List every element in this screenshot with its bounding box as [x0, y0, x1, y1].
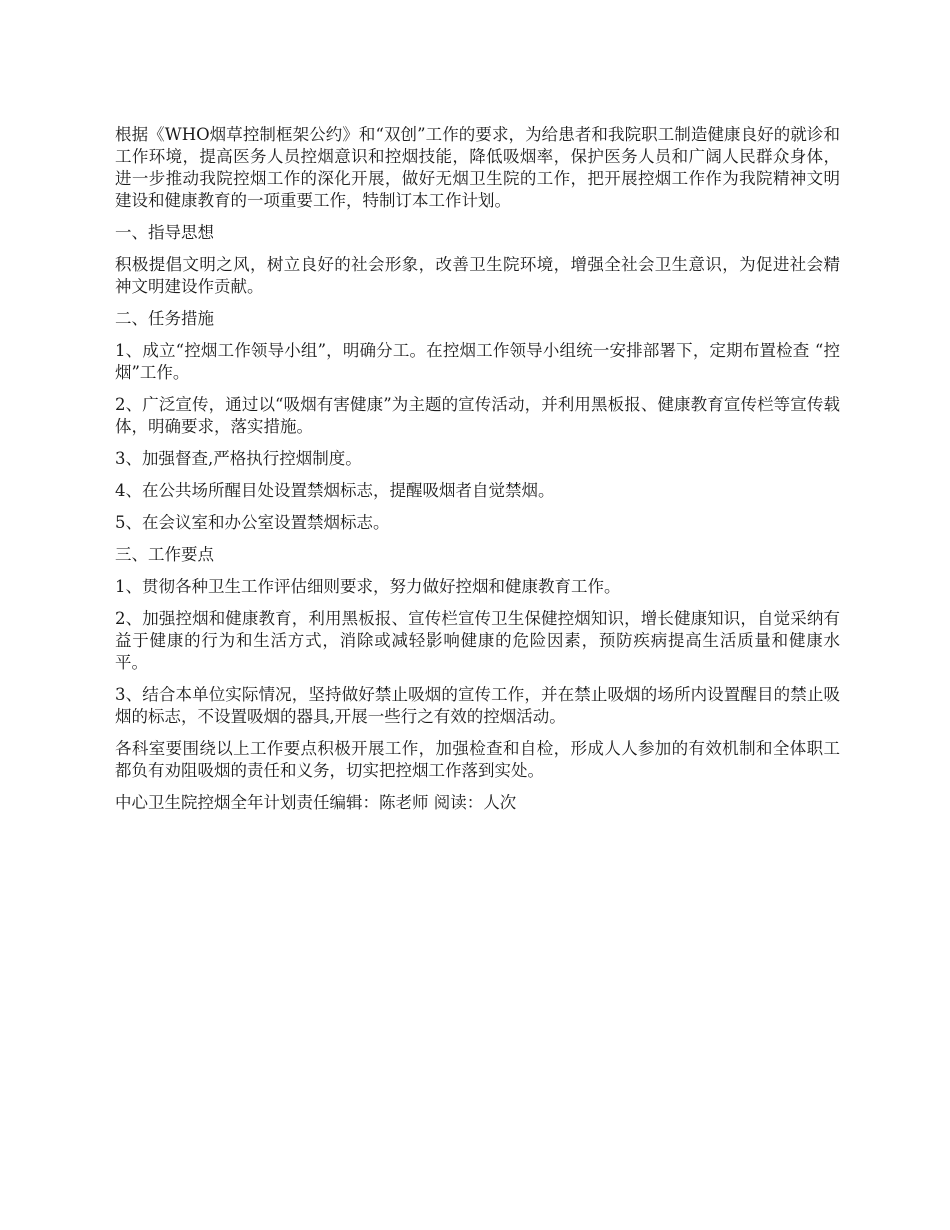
document-body — [115, 124, 840, 824]
work-point-item-3: 3、结合本单位实际情况，坚持做好禁止吸烟的宣传工作，并在禁止吸烟的场所内设置醒目的禁止吸烟的标志，不设置吸烟的器具,开展一些行之有效的控烟活动。 — [115, 685, 840, 726]
task-measure-item-5: 5、在会议室和办公室设置禁烟标志。 — [115, 513, 390, 532]
guiding-ideology-paragraph: 积极提倡文明之风，树立良好的社会形象，改善卫生院环境，增强全社会卫生意识，为促进社会精神文明建设作贡献。 — [115, 255, 840, 296]
section-heading-guiding-ideology: 一、指导思想 — [115, 223, 214, 242]
section-heading-work-points: 三、工作要点 — [115, 545, 214, 564]
work-point-item-2: 2、加强控烟和健康教育，利用黑板报、宣传栏宣传卫生保健控烟知识，增长健康知识，自觉采纳有益于健康的行为和生活方式，消除或减轻影响健康的危险因素，预防疾病提高生活质量和健康水平。 — [115, 609, 840, 672]
task-measure-item-4: 4、在公共场所醒目处设置禁烟标志，提醒吸烟者自觉禁烟。 — [115, 481, 555, 500]
footer-line: 中心卫生院控烟全年计划责任编辑：陈老师 阅读：人次 — [115, 793, 517, 812]
intro-paragraph: 根据《WHO烟草控制框架公约》和“双创”工作的要求，为给患者和我院职工制造健康良好的就诊和工作环境，提高医务人员控烟意识和控烟技能，降低吸烟率，保护医务人员和广阔人民群众身体，进一步推动我院控烟工作的深化开展，做好无烟卫生院的工作，把开展控烟工作作为我院精神文明建设和健康教育的一项重要工作，特制订本工作计划。 — [115, 125, 840, 210]
task-measure-item-1: 1、成立“控烟工作领导小组”，明确分工。在控烟工作领导小组统一安排部署下，定期布置检查 “控烟”工作。 — [115, 341, 840, 382]
section-heading-task-measures: 二、任务措施 — [115, 309, 214, 328]
closing-paragraph: 各科室要围绕以上工作要点积极开展工作，加强检查和自检，形成人人参加的有效机制和全体职工都负有劝阻吸烟的责任和义务，切实把控烟工作落到实处。 — [115, 739, 840, 780]
task-measure-item-3: 3、加强督查,严格执行控烟制度。 — [115, 449, 362, 468]
task-measure-item-2: 2、广泛宣传，通过以“吸烟有害健康”为主题的宣传活动，并利用黑板报、健康教育宣传栏等宣传载体，明确要求，落实措施。 — [115, 395, 840, 436]
work-point-item-1: 1、贯彻各种卫生工作评估细则要求，努力做好控烟和健康教育工作。 — [115, 577, 621, 596]
